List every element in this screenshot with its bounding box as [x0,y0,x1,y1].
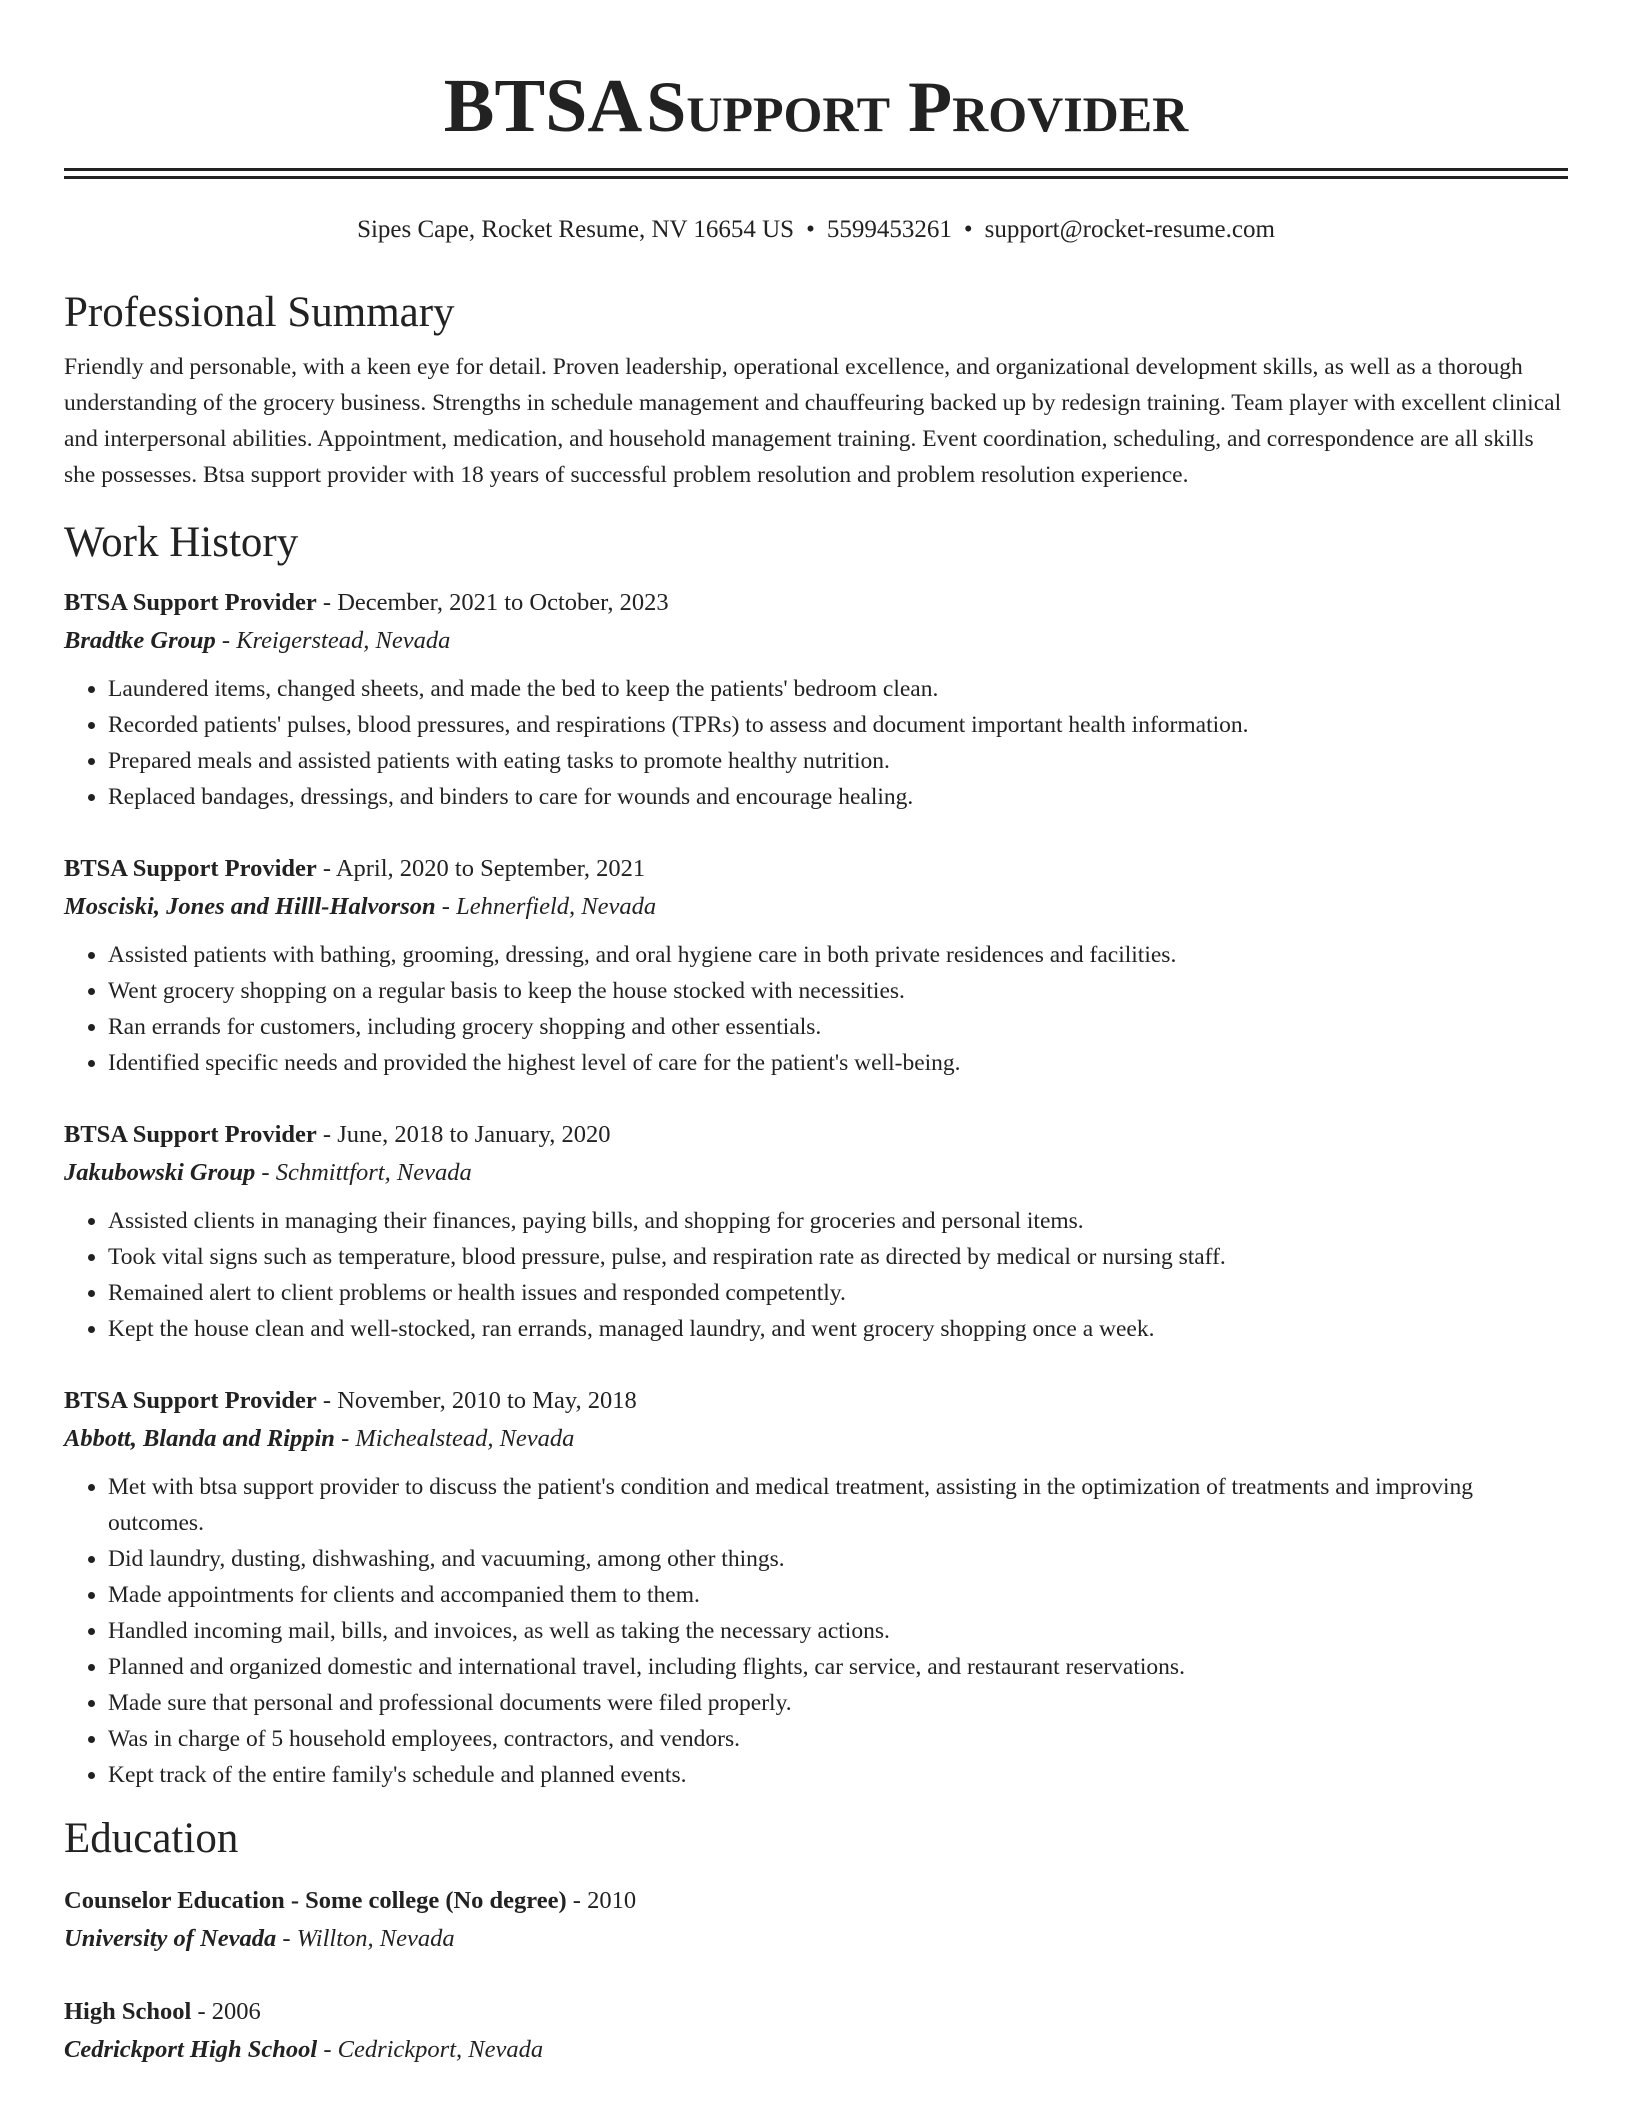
job-bullets [64,937,1568,1081]
separator: - [316,855,336,882]
degree-year: 2006 [211,1998,261,2025]
job-bullets [64,671,1568,815]
school-location: Willton, Nevada [296,1925,455,1952]
job-bullets [64,1469,1568,1793]
job-bullet: • Took vital signs such as temperature, blood pressure, pulse, and respiration rate as directed by medical or nursing staff. [108,1239,1568,1275]
job-bullet: • Kept the house clean and well-stocked, ran errands, managed laundry, and went grocery shopping once a week. [108,1311,1568,1347]
job-bullet: • Met with btsa support provider to discuss the patient's condition and medical treatment, assisting in the optimization of treatments and improving outcomes. [108,1469,1568,1541]
job-dates: December, 2021 to October, 2023 [337,589,669,616]
company-location: Schmittfort, Nevada [275,1159,472,1186]
company-name: Abbott, Blanda and Rippin [64,1425,335,1452]
resume-title [64,56,1568,156]
contact-address: Sipes Cape, Rocket Resume, NV 16654 US [357,216,795,243]
separator: - [316,1121,338,1148]
degree-name: Counselor Education - Some college (No degree) [64,1887,567,1914]
summary-text: Friendly and personable, with a keen eye for detail. Proven leadership, operational excellence, and organizational development skills, as well as a thorough understanding of the grocery business. Strengths in schedule management and chauffeuring backed up by redesign training. Team player with excellent clinical and interpersonal abilities. Appointment, medication, and household management training. Event coordination, scheduling, and correspondence are all skills she possesses. Btsa support provider with 18 years of successful problem resolution and problem resolution experience. [64,354,1562,488]
degree-year: 2010 [587,1887,637,1914]
job-dates: November, 2010 to May, 2018 [337,1387,637,1414]
job-bullet: • Did laundry, dusting, dishwashing, and vacuuming, among other things. [108,1541,1568,1577]
education-heading: Education [64,1815,239,1862]
school-line [64,1920,1568,1957]
separator: - [334,1425,356,1452]
job-bullet: • Handled incoming mail, bills, and invoices, as well as taking the necessary actions. [108,1613,1568,1649]
job-bullets [64,1203,1568,1347]
bullet-separator: • [806,216,815,243]
bullet-separator: • [963,216,973,243]
title-double-rule [64,168,1568,179]
school-location: Cedrickport, Nevada [337,2036,544,2063]
contact-phone: 5599453261 [826,216,952,243]
company-name: Jakubowski Group [64,1159,256,1186]
company-name: Mosciski, Jones and Hilll-Halvorson [64,893,436,920]
job-bullet: • Was in charge of 5 household employees, contractors, and vendors. [108,1721,1568,1757]
degree-line [64,1881,1568,1920]
job-title-line [64,849,1568,888]
separator: - [316,1387,338,1414]
company-name: Bradtke Group [64,627,216,654]
job-bullet: • Replaced bandages, dressings, and binders to care for wounds and encourage healing. [108,779,1568,815]
job-dates: June, 2018 to January, 2020 [337,1121,611,1148]
job-bullet: • Recorded patients' pulses, blood pressures, and respirations (TPRs) to assess and document important health information. [108,707,1568,743]
job-bullet: • Made appointments for clients and accompanied them to them. [108,1577,1568,1613]
job-bullet: • Identified specific needs and provided the highest level of care for the patient's well-being. [108,1045,1568,1081]
separator: - [276,1925,297,1952]
separator: - [435,893,457,920]
company-location: Michealstead, Nevada [355,1425,575,1452]
school-name: Cedrickport High School [64,2036,318,2063]
job-bullet: • Kept track of the entire family's schedule and planned events. [108,1757,1568,1793]
degree-name: High School [64,1998,192,2025]
job-bullet: • Made sure that personal and professional documents were filed properly. [108,1685,1568,1721]
contact-line [64,213,1568,247]
company-line [64,1154,1568,1191]
resume-page [64,0,1568,2068]
summary-heading: Professional Summary [64,289,455,336]
job-entry [64,849,1568,1081]
job-entry [64,583,1568,815]
company-line [64,1420,1568,1457]
job-bullet: • Laundered items, changed sheets, and made the bed to keep the patients' bedroom clean. [108,671,1568,707]
job-bullet: • Assisted patients with bathing, grooming, dressing, and oral hygiene care in both private residences and facilities. [108,937,1568,973]
job-bullet: • Assisted clients in managing their finances, paying bills, and shopping for groceries and personal items. [108,1203,1568,1239]
separator: - [191,1998,212,2025]
company-line [64,622,1568,659]
title-subtitle: Support Provider [646,67,1189,147]
work-history-heading: Work History [64,519,299,566]
separator: - [317,2036,338,2063]
job-title-line [64,1115,1568,1154]
education-entry [64,1992,1568,2068]
job-bullet: • Remained alert to client problems or health issues and responded competently. [108,1275,1568,1311]
job-bullet: • Went grocery shopping on a regular basis to keep the house stocked with necessities. [108,973,1568,1009]
job-title-line [64,583,1568,622]
job-title: BTSA Support Provider [64,1121,317,1148]
job-entry [64,1115,1568,1347]
separator: - [215,627,237,654]
job-title-line [64,1381,1568,1420]
separator: - [255,1159,276,1186]
job-title: BTSA Support Provider [64,1387,317,1414]
degree-line [64,1992,1568,2031]
separator: - [566,1887,588,1914]
job-title: BTSA Support Provider [64,855,317,882]
job-bullet: • Ran errands for customers, including grocery shopping and other essentials. [108,1009,1568,1045]
job-dates: April, 2020 to September, 2021 [335,855,646,882]
separator: - [316,589,338,616]
school-line [64,2031,1568,2068]
company-line [64,888,1568,925]
contact-email[interactable]: support@rocket-resume.com [984,216,1275,243]
job-title: BTSA Support Provider [64,589,317,616]
job-bullet: • Planned and organized domestic and international travel, including flights, car service, and restaurant reservations. [108,1649,1568,1685]
job-entry [64,1381,1568,1793]
school-name: University of Nevada [64,1925,277,1952]
company-location: Lehnerfield, Nevada [456,893,657,920]
job-bullet: • Prepared meals and assisted patients with eating tasks to promote healthy nutrition. [108,743,1568,779]
company-location: Kreigerstead, Nevada [236,627,451,654]
title-main: BTSA [443,64,643,148]
education-entry [64,1881,1568,1957]
